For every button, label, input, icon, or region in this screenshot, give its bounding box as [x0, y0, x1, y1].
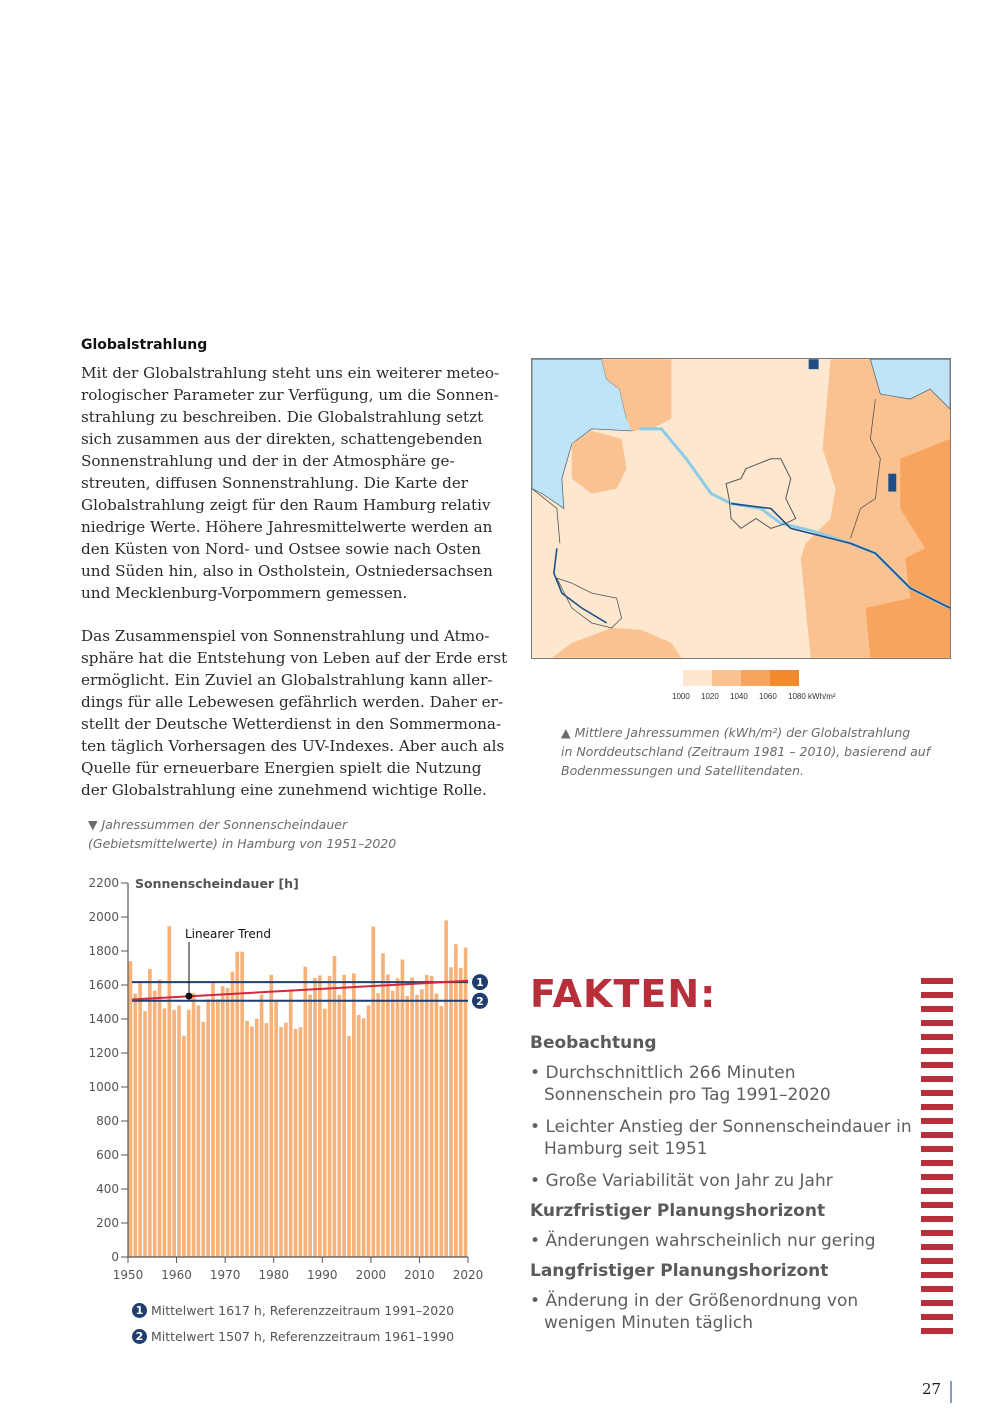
stripe — [921, 1286, 953, 1292]
paragraph-text: Mit der Globalstrahlung steht uns ein weiterer meteorologischer Parameter zur Verfügung, um die Sonnenstrahlung zu beschreiben. Die Globalstrahlung setzt sich zusammen aus der direkten, schattengebenden Sonnenstrahlung und der in der Atmosphäre gestreuten, diffusen Sonnenstrahlung. Die Karte der Globalstrahlung zeigt für den Raum Hamburg relativ niedrige Werte. Höhere Jahresmittelwerte werden an den Küsten von Nord- und Ostsee sowie nach Osten und Süden hin, also in Ostholstein, Ostniedersachsen und Mecklenburg-Vorpommern gemessen. — [81, 364, 500, 602]
bar — [347, 1036, 351, 1257]
y-tick-label: 2200 — [88, 876, 119, 890]
bar — [172, 1010, 176, 1257]
bar — [299, 1027, 303, 1257]
bar — [153, 991, 157, 1257]
bar — [129, 961, 133, 1257]
stripe — [921, 1048, 953, 1054]
badge-1-icon: 1 — [132, 1303, 147, 1318]
y-tick-label: 200 — [96, 1216, 119, 1230]
paragraph-text: Das Zusammenspiel von Sonnenstrahlung und Atmosphäre hat die Entstehung von Leben auf der Erde erst ermöglicht. Ein Zuviel an Globalstrahlung kann allerdings für alle Lebewesen gefährlich werden. Daher erstellt der Deutsche Wetterdienst in den Sommermonaten täglich Vorhersagen des UV-Indexes. Aber auch als Quelle für erneuerbare Energien spielt die Nutzung der Globalstrahlung eine zunehmend wichtige Rolle. — [81, 627, 508, 799]
bar — [376, 993, 380, 1257]
bar — [279, 1027, 283, 1257]
bar — [459, 968, 463, 1257]
bar — [197, 1005, 201, 1257]
bar — [352, 973, 356, 1257]
badge-2-icon: 2 — [132, 1329, 147, 1344]
bar — [274, 1001, 278, 1257]
bar — [158, 980, 162, 1257]
stripe — [921, 1118, 953, 1124]
stripe — [921, 1104, 953, 1110]
stripe — [921, 1034, 953, 1040]
bar — [133, 994, 137, 1258]
bar — [284, 1023, 288, 1257]
fakten-item: • Änderung in der Größenordnung von wenigen Minuten täglich — [530, 1290, 915, 1334]
bar — [269, 975, 273, 1257]
stripe — [921, 1090, 953, 1096]
bar — [342, 975, 346, 1257]
bar — [410, 978, 414, 1257]
y-tick-label: 1600 — [88, 978, 119, 992]
stripe — [921, 1244, 953, 1250]
bar — [328, 976, 332, 1257]
fakten-list — [530, 1230, 915, 1252]
bar — [415, 995, 419, 1257]
stripe — [921, 1230, 953, 1236]
x-tick-label: 1970 — [209, 1268, 241, 1282]
stripe — [921, 1006, 953, 1012]
bar — [182, 1036, 186, 1257]
fakten-item: • Durchschnittlich 266 Minuten Sonnenschein pro Tag 1991–2020 — [530, 1062, 915, 1106]
bar — [449, 967, 453, 1257]
y-tick-label: 1200 — [88, 1046, 119, 1060]
mean-legend-label: Mittelwert 1617 h, Referenzzeitraum 1991–2020 — [151, 1303, 455, 1318]
legend-label: 1060 — [759, 692, 777, 701]
bar — [240, 952, 244, 1257]
bar — [303, 967, 307, 1257]
bar — [367, 1005, 371, 1257]
bar — [294, 1029, 298, 1257]
stripe — [921, 1146, 953, 1152]
bar — [371, 927, 375, 1257]
stripe — [921, 992, 953, 998]
y-tick-label: 0 — [111, 1250, 119, 1264]
x-tick-label: 1960 — [161, 1268, 192, 1282]
bar — [201, 1022, 205, 1257]
legend-label: 1000 — [672, 692, 690, 701]
bar — [420, 989, 424, 1257]
bar — [439, 1006, 443, 1257]
mean-legend-1 — [132, 1303, 454, 1318]
bar — [206, 999, 210, 1257]
y-tick-label: 2000 — [88, 910, 119, 924]
stripe — [921, 1188, 953, 1194]
stripe — [921, 1328, 953, 1334]
stripe — [921, 1216, 953, 1222]
bar — [391, 991, 395, 1257]
caption-line: (Gebietsmittelwerte) in Hamburg von 1951–2020 — [88, 836, 397, 851]
y-tick-label: 1800 — [88, 944, 119, 958]
bar — [143, 1011, 147, 1257]
fakten-item: • Änderungen wahrscheinlich nur gering — [530, 1230, 915, 1252]
stripe — [921, 1076, 953, 1082]
bar — [187, 1010, 191, 1257]
x-tick-label: 2010 — [404, 1268, 435, 1282]
bar — [435, 994, 439, 1258]
fakten-item: • Große Variabilität von Jahr zu Jahr — [530, 1170, 915, 1192]
x-tick-label: 2020 — [452, 1268, 484, 1282]
bar — [425, 975, 429, 1257]
y-tick-label: 400 — [96, 1182, 119, 1196]
bar — [192, 993, 196, 1257]
stripe — [921, 1314, 953, 1320]
bar — [386, 974, 390, 1257]
bar — [323, 1009, 327, 1257]
stripe — [921, 1202, 953, 1208]
bar — [454, 944, 458, 1257]
bar — [265, 1023, 269, 1257]
bar — [381, 953, 385, 1257]
bar — [289, 991, 293, 1257]
stripe — [921, 1258, 953, 1264]
legend-label: 1020 — [701, 692, 719, 701]
bar — [255, 1019, 259, 1257]
bar — [163, 1008, 167, 1257]
fakten-heading: Kurzfristiger Planungshorizont — [530, 1201, 826, 1221]
fakten-title: FAKTEN: — [530, 972, 717, 1016]
bar — [430, 976, 434, 1257]
x-tick-label: 1950 — [112, 1268, 144, 1282]
decorative-stripes — [921, 978, 953, 1342]
bar — [221, 986, 225, 1257]
bar — [362, 1018, 366, 1257]
bar — [138, 983, 142, 1257]
bar — [235, 952, 239, 1257]
page-marker — [950, 1381, 952, 1403]
trend-label: Linearer Trend — [185, 927, 272, 941]
mean-badge-label: 1 — [476, 976, 484, 990]
mean-legend-2 — [132, 1329, 454, 1344]
bar — [250, 1026, 254, 1257]
fakten-list — [530, 1062, 915, 1192]
bar — [148, 969, 152, 1257]
bar — [231, 972, 235, 1257]
stripe — [921, 978, 953, 984]
bar — [357, 1015, 361, 1257]
stripe — [921, 1272, 953, 1278]
stripe — [921, 1062, 953, 1068]
bar — [401, 960, 405, 1258]
caption-line: in Norddeutschland (Zeitraum 1981 – 2010), basierend auf — [561, 744, 931, 759]
fakten-box — [530, 1030, 915, 1344]
fakten-list — [530, 1290, 915, 1334]
trend-marker — [186, 993, 193, 1000]
caption-line: Bodenmessungen und Satellitendaten. — [561, 763, 804, 778]
caption-line: ▲ Mittlere Jahressummen (kWh/m²) der Globalstrahlung — [561, 725, 911, 740]
fakten-heading: Langfristiger Planungshorizont — [530, 1261, 829, 1281]
fakten-item: • Leichter Anstieg der Sonnenscheindauer in Hamburg seit 1951 — [530, 1116, 915, 1160]
mean-badge-label: 2 — [476, 994, 484, 1008]
legend-label: 1040 — [730, 692, 748, 701]
chart-title: Sonnenscheindauer [h] — [135, 876, 299, 891]
stripe — [921, 1300, 953, 1306]
stripe — [921, 1160, 953, 1166]
y-tick-label: 1400 — [88, 1012, 119, 1026]
fakten-heading: Beobachtung — [530, 1033, 657, 1053]
bar — [260, 995, 264, 1257]
legend-label: 1080 kWh/m² — [788, 692, 836, 701]
bar — [337, 995, 341, 1257]
bar — [226, 988, 230, 1257]
y-tick-label: 1000 — [88, 1080, 119, 1094]
stripe — [921, 1174, 953, 1180]
bar — [405, 996, 409, 1257]
mean-legend-label: Mittelwert 1507 h, Referenzzeitraum 1961–1990 — [151, 1329, 455, 1344]
bar — [245, 1021, 249, 1257]
page-number: 27 — [922, 1380, 942, 1398]
y-tick-label: 800 — [96, 1114, 119, 1128]
stripe — [921, 1132, 953, 1138]
bar — [167, 926, 171, 1257]
x-tick-label: 2000 — [355, 1268, 387, 1282]
bar — [318, 975, 322, 1257]
bar — [464, 948, 468, 1257]
bar — [308, 995, 312, 1257]
bar — [396, 978, 400, 1257]
bar — [444, 920, 448, 1257]
bar — [216, 999, 220, 1257]
x-tick-label: 1990 — [307, 1268, 338, 1282]
bar — [313, 978, 317, 1257]
section-heading: Globalstrahlung — [81, 337, 208, 353]
bar — [177, 1005, 181, 1257]
y-tick-label: 600 — [96, 1148, 119, 1162]
stripe — [921, 1020, 953, 1026]
caption-line: ▼ Jahressummen der Sonnenscheindauer — [88, 817, 348, 832]
x-tick-label: 1980 — [258, 1268, 289, 1282]
bar — [211, 983, 215, 1257]
